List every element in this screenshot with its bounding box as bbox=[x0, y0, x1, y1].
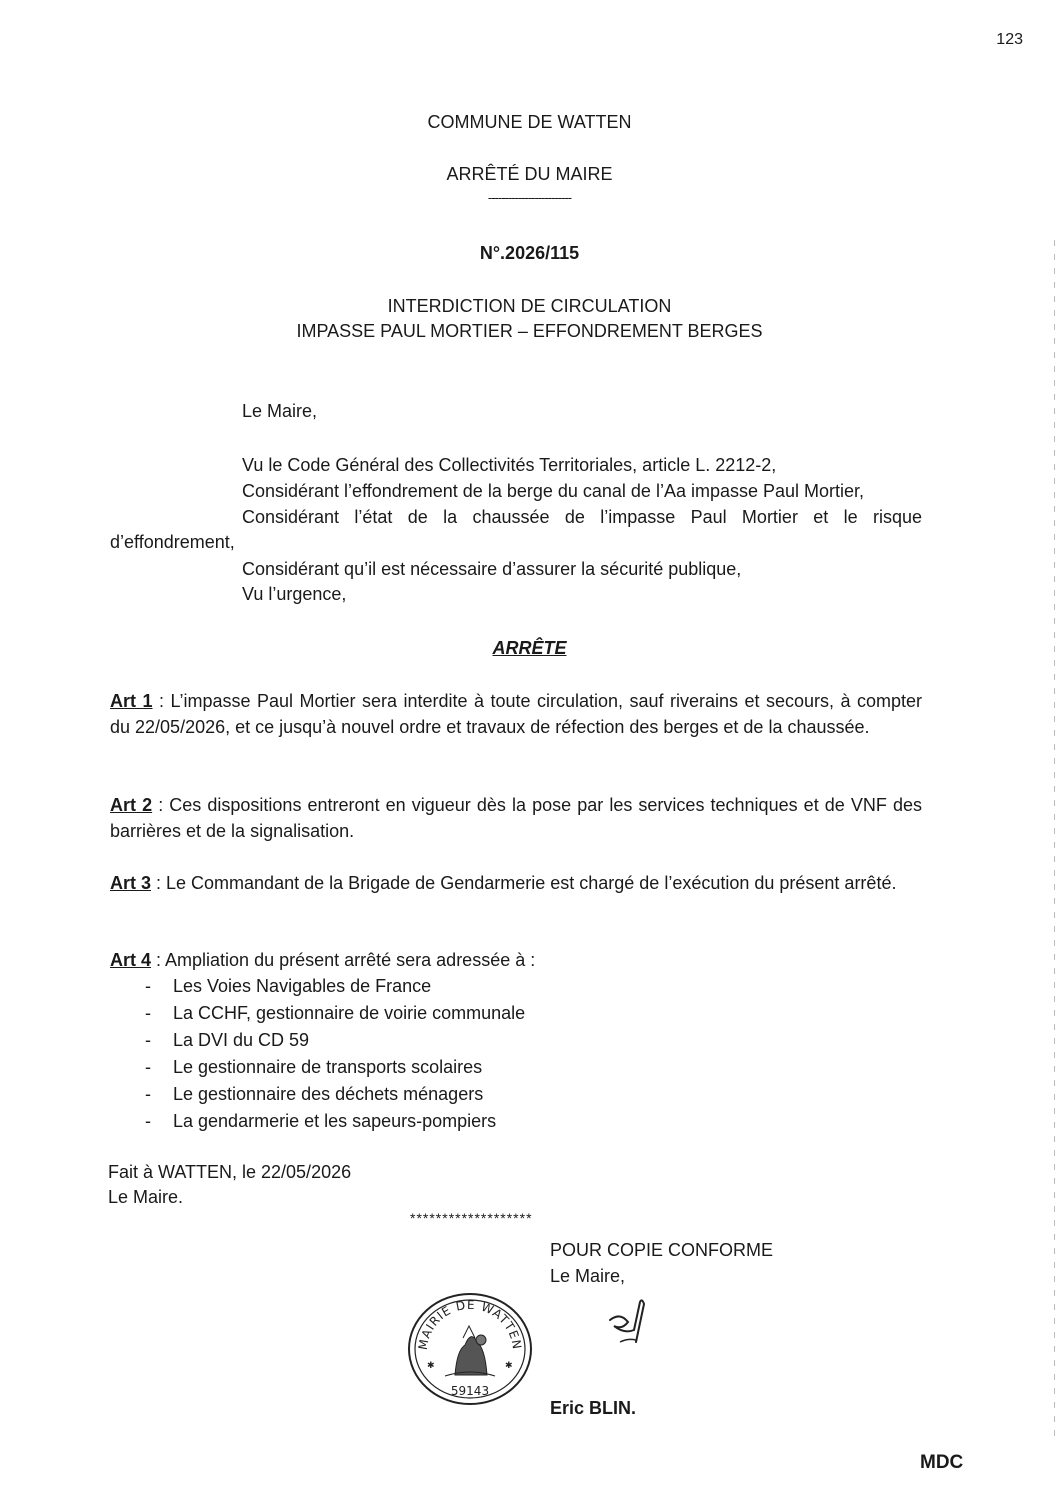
article-1-text: : L’impasse Paul Mortier sera interdite à toute circulation, sauf riverains et secours, à compter du 22/05/2026, et ce jusqu’à nouvel ordre et travaux de réfection des berges et de la chaussée. bbox=[110, 691, 922, 737]
page-number: 123 bbox=[996, 31, 1023, 48]
certified-signatory: Le Maire, bbox=[550, 1266, 626, 1286]
svg-text:✱: ✱ bbox=[505, 1360, 513, 1370]
article-4-label: Art 4 bbox=[110, 950, 152, 970]
list-item: - La DVI du CD 59 bbox=[145, 1030, 310, 1050]
stars-separator: ******************* bbox=[410, 1210, 533, 1226]
preamble-line-5: Vu l’urgence, bbox=[242, 584, 347, 604]
article-3-text: : Le Commandant de la Brigade de Gendarmerie est chargé de l’exécution du présent arrêté. bbox=[151, 873, 897, 893]
preamble-opening: Le Maire, bbox=[242, 401, 318, 421]
article-2 bbox=[110, 792, 922, 844]
article-2-label: Art 2 bbox=[110, 795, 153, 815]
mayor-signature bbox=[600, 1290, 670, 1350]
preamble-line-1: Vu le Code Général des Collectivités Territoriales, article L. 2212-2, bbox=[242, 455, 777, 475]
scan-edge-artifact bbox=[1054, 240, 1055, 1440]
preamble-line-4: Considérant qu’il est nécessaire d’assurer la sécurité publique, bbox=[242, 559, 742, 579]
arrete-heading-wrap bbox=[0, 636, 1059, 660]
signatory: Le Maire. bbox=[108, 1187, 184, 1207]
subject-line-2: IMPASSE PAUL MORTIER – EFFONDREMENT BERGES bbox=[296, 321, 763, 341]
preamble-line-2: Considérant l’effondrement de la berge du canal de l’Aa impasse Paul Mortier, bbox=[242, 481, 865, 501]
list-item: - Les Voies Navigables de France bbox=[145, 976, 432, 996]
article-3-label: Art 3 bbox=[110, 873, 152, 893]
list-item: - Le gestionnaire des déchets ménagers bbox=[145, 1084, 484, 1104]
commune-title: COMMUNE DE WATTEN bbox=[427, 112, 632, 132]
article-4 bbox=[110, 948, 535, 972]
certified-copy: POUR COPIE CONFORME bbox=[550, 1240, 774, 1260]
list-item: - La gendarmerie et les sapeurs-pompiers bbox=[145, 1111, 497, 1131]
article-4-text: : Ampliation du présent arrêté sera adressée à : bbox=[151, 950, 536, 970]
article-3 bbox=[110, 871, 922, 895]
mayor-name: Eric BLIN. bbox=[550, 1398, 637, 1418]
subject-line-1: INTERDICTION DE CIRCULATION bbox=[387, 296, 672, 316]
svg-text:59143: 59143 bbox=[450, 1384, 490, 1398]
place-date: Fait à WATTEN, le 22/05/2026 bbox=[108, 1162, 352, 1182]
article-2-text: : Ces dispositions entreront en vigueur dès la pose par les services techniques et de VNF des barrières et de la signalisation. bbox=[110, 795, 923, 841]
list-item: - La CCHF, gestionnaire de voirie communale bbox=[145, 1003, 526, 1023]
list-item: - Le gestionnaire de transports scolaires bbox=[145, 1057, 483, 1077]
act-type: ARRÊTÉ DU MAIRE bbox=[446, 164, 613, 184]
preamble-line-3a: Considérant l’état de la chaussée de l’impasse Paul Mortier et le risque bbox=[242, 507, 922, 527]
footer-mark: MDC bbox=[920, 1452, 964, 1473]
svg-text:MAIRIE DE WATTEN: MAIRIE DE WATTEN bbox=[415, 1297, 525, 1351]
arrete-heading: ARRÊTE bbox=[492, 638, 567, 658]
header-separator: ------------------------- bbox=[487, 190, 572, 205]
act-number: N°.2026/115 bbox=[479, 243, 580, 263]
article-1-label: Art 1 bbox=[110, 691, 153, 711]
svg-text:✱: ✱ bbox=[427, 1360, 435, 1370]
recipients-list bbox=[145, 973, 525, 1135]
article-1 bbox=[110, 688, 922, 740]
preamble-line-3b: d’effondrement, bbox=[110, 532, 235, 552]
mairie-seal-stamp bbox=[405, 1290, 535, 1408]
